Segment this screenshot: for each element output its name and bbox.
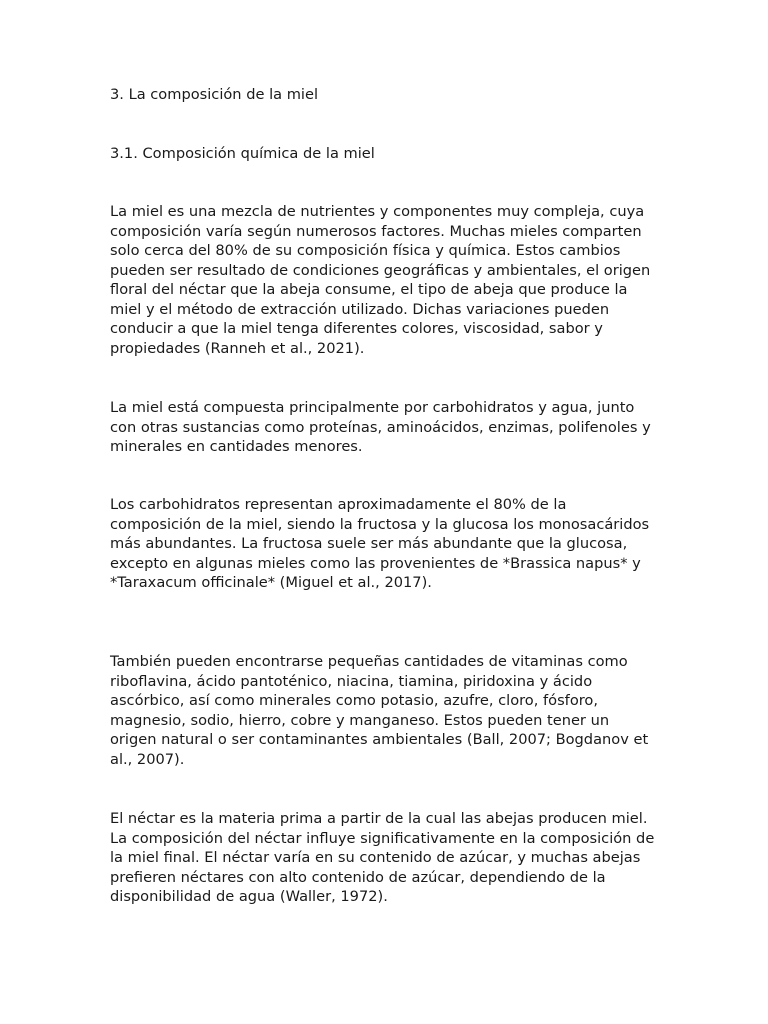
paragraph-composition-variability: La miel es una mezcla de nutrientes y componentes muy compleja, cuya composición varía según numerosos factores. Muchas mieles comparten solo cerca del 80% de su composición física y química. Estos cambios pueden ser resultado de condiciones geográficas y ambientales, el origen floral del néctar que la abeja consume, el tipo de abeja que produce la miel y el método de extracción utilizado. Dichas variaciones pueden conducir a que la miel tenga diferentes colores, viscosidad, sabor y propiedades (Ranneh et al., 2021).: [110, 203, 651, 357]
paragraph-main-components: La miel está compuesta principalmente por carbohidratos y agua, junto con otras sustancias como proteínas, aminoácidos, enzimas, polifenoles y minerales en cantidades menores.: [110, 399, 651, 455]
subsection-heading: 3.1. Composición química de la miel: [110, 145, 375, 162]
paragraph-nectar: El néctar es la materia prima a partir de la cual las abejas producen miel. La composición del néctar influye significativamente en la composición de la miel final. El néctar varía en su contenido de azúcar, y muchas abejas prefieren néctares con alto contenido de azúcar, dependiendo de la disponibilidad de agua (Waller, 1972).: [110, 810, 655, 905]
section-heading: 3. La composición de la miel: [110, 86, 319, 103]
paragraph-carbohydrates: Los carbohidratos representan aproximadamente el 80% de la composición de la miel, siendo la fructosa y la glucosa los monosacáridos más abundantes. La fructosa suele ser más abundante que la glucosa, excepto en algunas mieles como las provenientes de *Brassica napus* y *Taraxacum officinale* (Miguel et al., 2017).: [110, 496, 650, 591]
paragraph-vitamins-minerals: También pueden encontrarse pequeñas cantidades de vitaminas como riboflavina, ácido pantoténico, niacina, tiamina, piridoxina y ácido ascórbico, así como minerales como potasio, azufre, cloro, fósforo, magnesio, sodio, hierro, cobre y manganeso. Estos pueden tener un origen natural o ser contaminantes ambientales (Ball, 2007; Bogdanov et al., 2007).: [110, 653, 649, 768]
